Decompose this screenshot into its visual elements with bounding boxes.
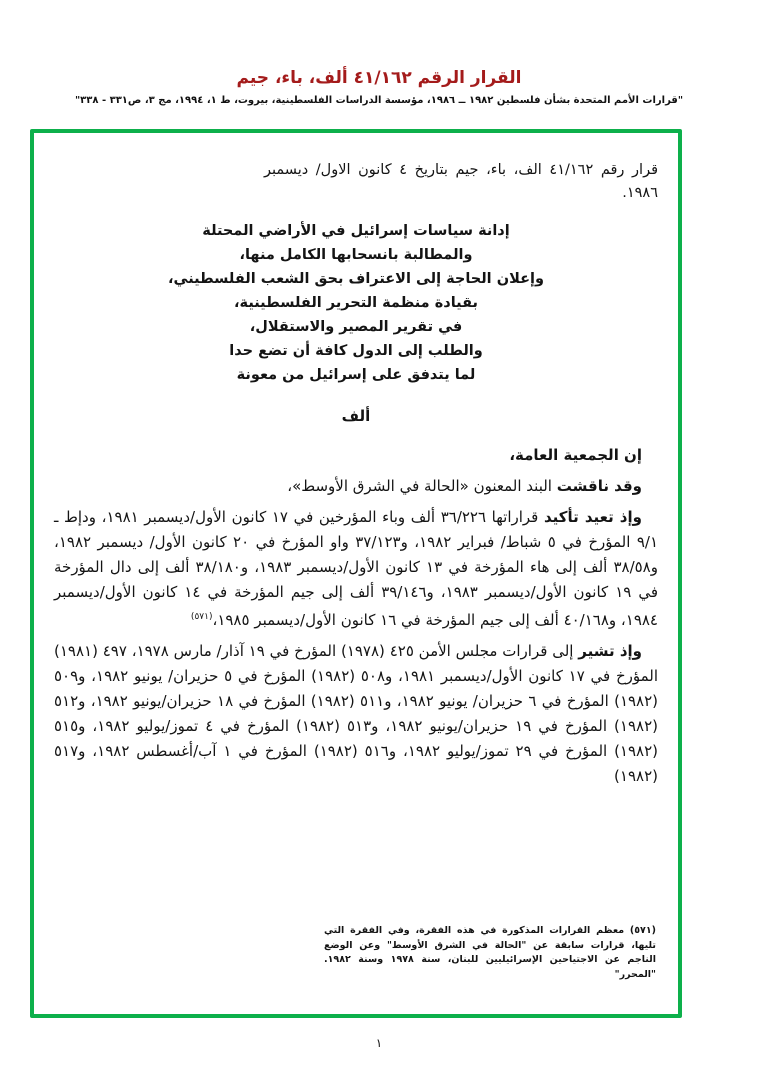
paragraph-general-assembly	[54, 443, 658, 468]
footnote-text: معظم القرارات المذكورة في هذه الفقرة، وفي الفقرة التي تليها، قرارات سابقة عن "الحالة في الشرق الأوسط" وعن الوضع الناجم عن الاجتياحين الإسرائيليين للبنان، سنة ١٩٧٨ وسنة ١٩٨٢. "المحرر"	[324, 925, 656, 980]
page-number: ١	[375, 1036, 383, 1050]
footnote-marker: (٥٧١)	[629, 925, 656, 936]
footnote	[324, 920, 656, 982]
heading-line: والطلب إلى الدول كافة أن تضع حدا	[229, 343, 483, 359]
section-label-alif: ألف	[341, 407, 371, 425]
heading-line: إدانة سياسات إسرائيل في الأراضي المحتلة	[202, 223, 510, 239]
resolution-heading	[54, 219, 658, 387]
paragraph-text: البند المعنون «الحالة في الشرق الأوسط»،	[287, 477, 557, 495]
resolution-box	[30, 129, 682, 1018]
resolution-intro: قرار رقم ٤١/١٦٢ الف، باء، جيم بتاريخ ٤ كانون الاول/ ديسمبر ١٩٨٦.	[264, 162, 659, 201]
paragraph-text: قراراتها ٣٦/٢٢٦ ألف وباء المؤرخين في ١٧ كانون الأول/ديسمبر ١٩٨١، ودإط ـ ٩/١ المؤرخ في ٥ شباط/ فبراير ١٩٨٢، و٣٧/١٢٣ واو المؤرخ في ٢٠ كانون الأول/ ديسمبر ١٩٨٢، و٣٨/٥٨ ألف إلى هاء المؤرخة في ١٣ كانون الأول/ديسمبر ١٩٨٣، و٣٨/١٨٠ ألف إلى دال المؤرخة في ١٩ كانون الأول/ديسمبر ١٩٨٣، و٣٩/١٤٦ ألف إلى جيم المؤرخة في ١٤ كانون الأول/ديسمبر ١٩٨٤، و٤٠/١٦٨ ألف إلى جيم المؤرخة في ١٦ كانون الأول/ديسمبر ١٩٨٥،	[54, 508, 658, 629]
heading-line: لما يتدفق على إسرائيل من معونة	[236, 367, 476, 383]
document-header	[0, 68, 758, 106]
paragraph-lead: وإذ تعيد تأكيد	[543, 508, 642, 526]
resolution-title: القرار الرقم ٤١/١٦٢ ألف، باء، جيم	[236, 68, 522, 88]
paragraph-text: إلى قرارات مجلس الأمن ٤٢٥ (١٩٧٨) المؤرخ في ١٩ آذار/ مارس ١٩٧٨، ٤٩٧ (١٩٨١) المؤرخ في ١٧ كانون الأول/ديسمبر ١٩٨١، و٥٠٨ (١٩٨٢) المؤرخ في ٥ حزيران/ يونيو ١٩٨٢، و٥٠٩ (١٩٨٢) المؤرخ في ٦ حزيران/ يونيو ١٩٨٢، و٥١١ (١٩٨٢) المؤرخ في ١٨ حزيران/يونيو ١٩٨٢، و٥١٢ (١٩٨٢) المؤرخ في ١٩ حزيران/يونيو ١٩٨٢، و٥١٣ (١٩٨٢) المؤرخ في ٤ تموز/يوليو ١٩٨٢، و٥١٥ (١٩٨٢) المؤرخ في ٢٩ تموز/يوليو ١٩٨٢، و٥١٦ (١٩٨٢) المؤرخ في ١ آب/أغسطس ١٩٨٢، و٥١٧ (١٩٨٢)	[54, 642, 659, 785]
source-citation: "قرارات الأمم المتحدة بشأن فلسطين ١٩٨٢ ــ ١٩٨٦، مؤسسة الدراسات الفلسطينية، بيروت، ط ١، ١٩٩٤، مج ٣، ص٣٣١ - ٣٣٨"	[74, 95, 684, 106]
heading-line: وإعلان الحاجة إلى الاعتراف بحق الشعب الفلسطيني،	[168, 271, 544, 287]
paragraph-lead: وقد ناقشت	[556, 477, 642, 495]
paragraph-reaffirming	[54, 505, 658, 633]
paragraph-lead: إن الجمعية العامة،	[509, 446, 642, 464]
heading-line: بقيادة منظمة التحرير الفلسطينية،	[234, 295, 478, 311]
footnote-reference: (٥٧١)	[190, 612, 213, 622]
heading-line: والمطالبة بانسحابها الكامل منها،	[239, 247, 473, 263]
paragraph-lead: وإذ تشير	[578, 642, 642, 660]
heading-line: في تقرير المصير والاستقلال،	[249, 319, 463, 335]
paragraph-recalling	[54, 639, 658, 789]
paragraph-having-discussed	[54, 474, 658, 499]
